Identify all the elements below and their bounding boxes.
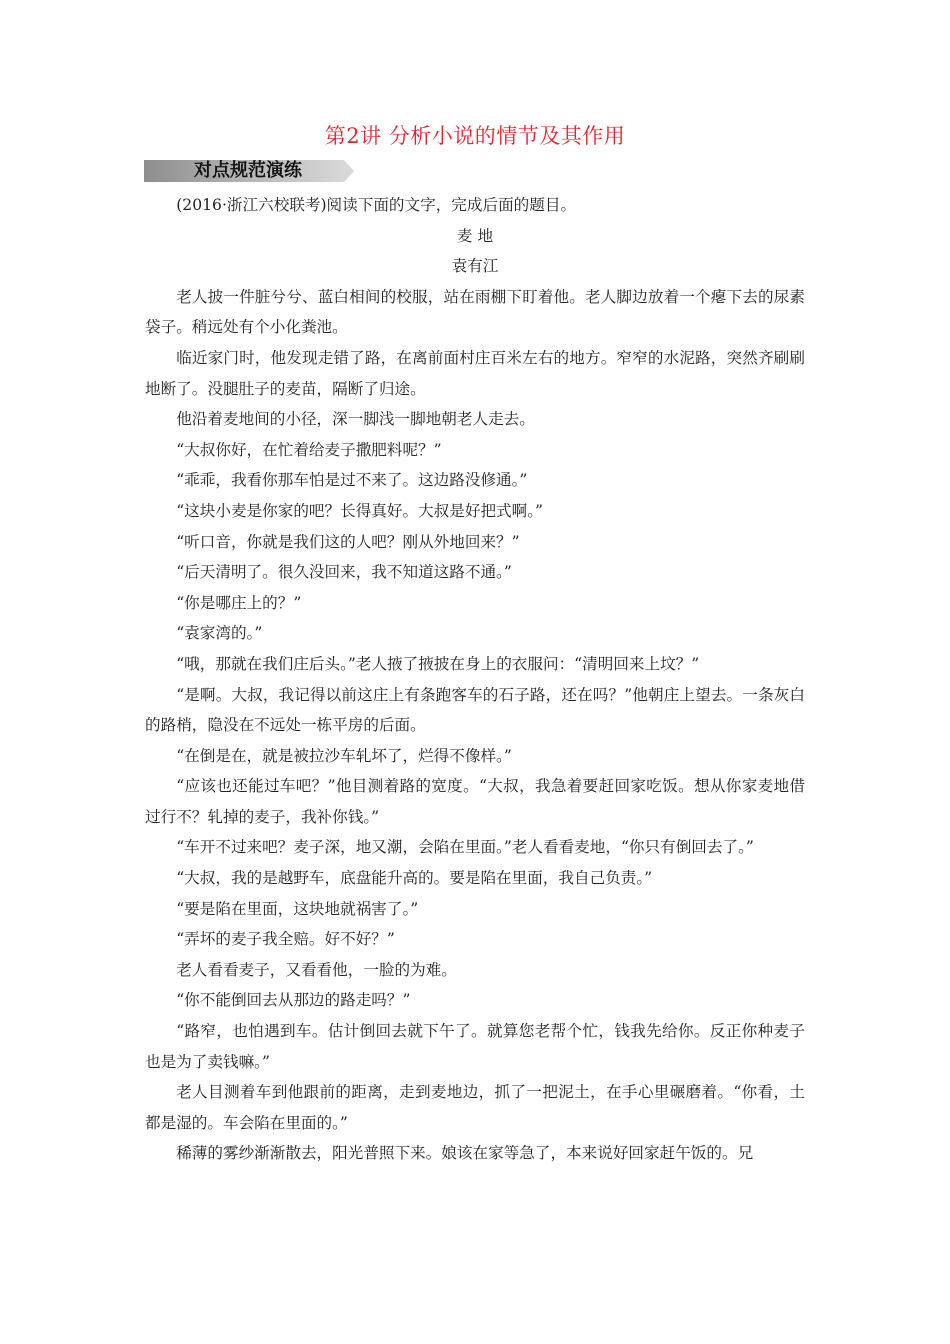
paragraph: “乖乖，我看你那车怕是过不来了。这边路没修通。” <box>176 471 528 490</box>
paragraph: “路窄，也怕遇到车。估计倒回去就下午了。就算您老帮个忙，钱我先给你。反正你种麦子也是为了卖钱嘛。” <box>145 1022 805 1071</box>
paragraph: “要是陷在里面，这块地就祸害了。” <box>176 899 419 918</box>
paragraph: 老人看看麦子，又看看他，一脸的为难。 <box>176 960 457 979</box>
section-banner <box>144 160 354 182</box>
paragraph: “这块小麦是你家的吧？长得真好。大叔是好把式啊。” <box>176 501 543 520</box>
paragraph: “袁家湾的。” <box>176 624 263 643</box>
paragraph: “应该也还能过车吧？”他目测着路的宽度。“大叔，我急着要赶回家吃饭。想从你家麦地借过行不？轧掉的麦子，我补你钱。” <box>145 777 805 826</box>
paragraph: “大叔你好，在忙着给麦子撒肥料呢？” <box>176 440 442 459</box>
paragraph: 临近家门时，他发现走错了路，在离前面村庄百米左右的地方。窄窄的水泥路，突然齐刷刷地断了。没腿肚子的麦苗，隔断了归途。 <box>145 348 805 398</box>
paragraph: “你是哪庄上的？” <box>176 593 302 612</box>
paragraph: “大叔，我的是越野车，底盘能升高的。要是陷在里面，我自己负责。” <box>176 869 653 888</box>
paragraph: 老人目测着车到他跟前的距离，走到麦地边，抓了一把泥土，在手心里碾磨着。“你看，土都是湿的。车会陷在里面的。” <box>145 1083 805 1132</box>
paragraph: “哦，那就在我们庄后头。”老人掖了掖披在身上的衣服问：“清明回来上坟？” <box>176 654 700 673</box>
paragraph: “听口音，你就是我们这的人吧？刚从外地回来？” <box>176 532 520 551</box>
banner-arrow-icon <box>344 160 354 182</box>
section-banner-label: 对点规范演练 <box>194 160 302 181</box>
paragraph: “后天清明了。很久没回来，我不知道这路不通。” <box>176 563 512 582</box>
paragraph: 稀薄的雾纱渐渐散去，阳光普照下来。娘该在家等急了，本来说好回家赶午饭的。兄 <box>176 1144 754 1163</box>
paragraph: “你不能倒回去从那边的路走吗？” <box>176 991 411 1010</box>
question-intro: (2016·浙江六校联考)阅读下面的文字，完成后面的题目。 <box>176 196 577 214</box>
paragraph: 老人披一件脏兮兮、蓝白相间的校服，站在雨棚下盯着他。老人脚边放着一个瘪下去的尿素袋子。稍远处有个小化粪池。 <box>145 287 805 337</box>
story-title: 麦 地 <box>456 226 494 245</box>
paragraph: 他沿着麦地间的小径，深一脚浅一脚地朝老人走去。 <box>176 410 535 429</box>
article-body <box>145 190 805 1169</box>
paragraph: “是啊。大叔，我记得以前这庄上有条跑客车的石子路，还在吗？”他朝庄上望去。一条灰白的路梢，隐没在不远处一栋平房的后面。 <box>145 685 805 735</box>
paragraph: “车开不过来吧？麦子深，地又潮，会陷在里面。”老人看看麦地，“你只有倒回去了。” <box>176 838 754 857</box>
paragraph: “弄坏的麦子我全赔。好不好？” <box>176 930 395 949</box>
paragraph: “在倒是在，就是被拉沙车轧坏了，烂得不像样。” <box>176 746 512 765</box>
story-author: 袁有江 <box>451 257 499 276</box>
chapter-title: 第2讲 分析小说的情节及其作用 <box>324 124 626 148</box>
